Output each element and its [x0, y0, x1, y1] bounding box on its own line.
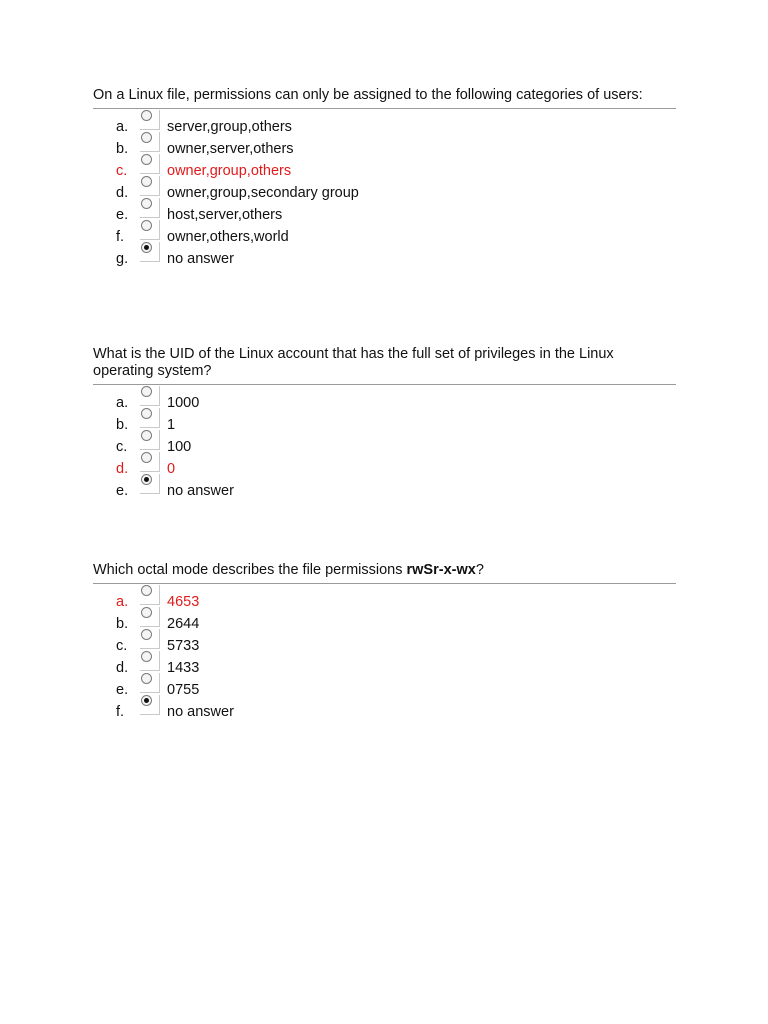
radio-circle-icon — [141, 452, 152, 463]
option-letter: c. — [116, 439, 128, 455]
radio-button[interactable] — [140, 386, 160, 406]
answer-option[interactable] — [93, 701, 676, 723]
option-letter: a. — [116, 395, 129, 411]
radio-circle-icon — [141, 242, 152, 253]
option-label: 1 — [167, 417, 176, 433]
radio-button[interactable] — [140, 452, 160, 472]
answer-option[interactable] — [93, 635, 676, 657]
option-label: owner,group,others — [167, 163, 292, 179]
option-label: 1433 — [167, 660, 200, 676]
answer-options — [93, 584, 676, 723]
answer-option[interactable] — [93, 226, 676, 248]
option-label: owner,server,others — [167, 141, 294, 157]
option-label: owner,others,world — [167, 229, 289, 245]
answer-option[interactable] — [93, 657, 676, 679]
radio-circle-icon — [141, 651, 152, 662]
answer-option[interactable] — [93, 613, 676, 635]
question-text-bold: rwSr-x-wx — [406, 562, 476, 578]
radio-button-checked[interactable] — [140, 242, 160, 262]
radio-button-checked[interactable] — [140, 474, 160, 494]
question-text-before: Which octal mode describes the file permissions — [93, 562, 407, 578]
radio-button-checked[interactable] — [140, 695, 160, 715]
radio-button[interactable] — [140, 110, 160, 130]
answer-option[interactable] — [93, 116, 676, 138]
answer-option[interactable] — [93, 679, 676, 701]
option-letter: c. — [116, 163, 128, 179]
option-label: 0755 — [167, 682, 200, 698]
option-letter: e. — [116, 207, 129, 223]
radio-circle-icon — [141, 474, 152, 485]
radio-button[interactable] — [140, 607, 160, 627]
radio-button[interactable] — [140, 176, 160, 196]
option-letter: g. — [116, 251, 129, 267]
answer-option[interactable] — [93, 414, 676, 436]
option-label: 1000 — [167, 395, 200, 411]
answer-options — [93, 109, 676, 270]
option-letter: e. — [116, 682, 129, 698]
question-text: On a Linux file, permissions can only be assigned to the following categories of users: — [93, 87, 643, 103]
radio-circle-icon — [141, 607, 152, 618]
radio-circle-icon — [141, 132, 152, 143]
radio-circle-icon — [141, 220, 152, 231]
question-2 — [93, 346, 676, 502]
radio-circle-icon — [141, 408, 152, 419]
radio-button[interactable] — [140, 673, 160, 693]
option-letter: d. — [116, 185, 129, 201]
question-3 — [93, 562, 676, 723]
option-label: host,server,others — [167, 207, 283, 223]
answer-option[interactable] — [93, 458, 676, 480]
answer-option[interactable] — [93, 182, 676, 204]
radio-circle-icon — [141, 198, 152, 209]
radio-circle-icon — [141, 110, 152, 121]
answer-option[interactable] — [93, 591, 676, 613]
radio-button[interactable] — [140, 430, 160, 450]
question-text — [93, 562, 676, 583]
option-letter: f. — [116, 704, 125, 720]
answer-option[interactable] — [93, 480, 676, 502]
option-label: 5733 — [167, 638, 200, 654]
option-label: 0 — [167, 461, 176, 477]
radio-button[interactable] — [140, 132, 160, 152]
radio-circle-icon — [141, 430, 152, 441]
radio-button[interactable] — [140, 651, 160, 671]
answer-option[interactable] — [93, 138, 676, 160]
radio-circle-icon — [141, 673, 152, 684]
radio-circle-icon — [141, 154, 152, 165]
question-text: What is the UID of the Linux account that has the full set of privileges in the Linux operating system? — [93, 346, 614, 379]
option-letter: a. — [116, 119, 129, 135]
answer-option[interactable] — [93, 248, 676, 270]
radio-button[interactable] — [140, 220, 160, 240]
option-label: owner,group,secondary group — [167, 185, 359, 201]
option-letter: f. — [116, 229, 125, 245]
option-label: no answer — [167, 704, 234, 720]
radio-circle-icon — [141, 176, 152, 187]
option-letter: a. — [116, 594, 129, 610]
question-1 — [93, 87, 676, 270]
option-letter: b. — [116, 417, 129, 433]
radio-circle-icon — [141, 585, 152, 596]
option-label: 100 — [167, 439, 192, 455]
answer-option[interactable] — [93, 436, 676, 458]
option-letter: d. — [116, 660, 129, 676]
answer-option[interactable] — [93, 160, 676, 182]
answer-option[interactable] — [93, 204, 676, 226]
option-label: no answer — [167, 483, 234, 499]
answer-options — [93, 385, 676, 502]
option-letter: c. — [116, 638, 128, 654]
radio-circle-icon — [141, 386, 152, 397]
option-label: server,group,others — [167, 119, 292, 135]
option-letter: d. — [116, 461, 129, 477]
question-text-after: ? — [475, 562, 484, 578]
option-letter: e. — [116, 483, 129, 499]
radio-button[interactable] — [140, 198, 160, 218]
radio-button[interactable] — [140, 154, 160, 174]
radio-circle-icon — [141, 629, 152, 640]
radio-button[interactable] — [140, 629, 160, 649]
option-label: 2644 — [167, 616, 200, 632]
option-label: no answer — [167, 251, 234, 267]
option-letter: b. — [116, 616, 129, 632]
answer-option[interactable] — [93, 392, 676, 414]
option-letter: b. — [116, 141, 129, 157]
radio-button[interactable] — [140, 408, 160, 428]
radio-button[interactable] — [140, 585, 160, 605]
option-label: 4653 — [167, 594, 200, 610]
radio-circle-icon — [141, 695, 152, 706]
